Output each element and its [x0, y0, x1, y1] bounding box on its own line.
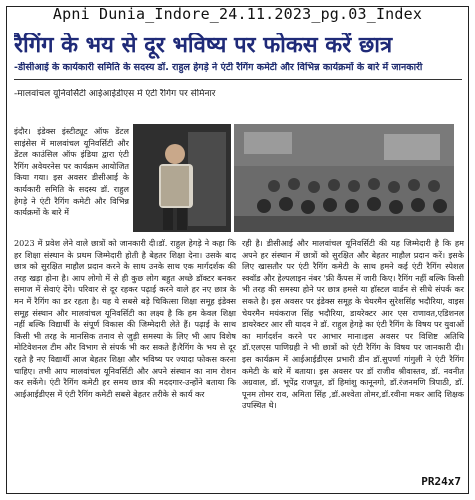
footer-tag: PR24x7: [421, 475, 461, 488]
article-col-3: रही है। डीसीआई और मालवांचल यूनिवर्सिटी की यह जिम्मेदारी है कि हम अपने हर संस्थान में छात्रों को सुरक्षित और बेहतर माहौल प्रदान करें। इसके लिए खासतौर पर एंटी रैगिंग कमेटी के साथ हमने कई एंटी रैगिंग स्पेशल स्क्वॉड और हेल्पलाइन नंबर 'फ्री कैंपस में जारी किए। रैगिंग नहीं बल्कि किसी भी तरह की समस्या होने पर छात्र हमसे या हॉस्टल वार्डन से सीधे संपर्क कर सकते है। इस अवसर पर इंडेक्स समूह के चेयरमैन सुरेशसिंह भदौरिया, वाइस चेयरमैन मयंकराज सिंह भदौरिया, डायरेक्टर आर एस राणावत,एडिशनल डायरेक्टर आर सी यादव ने डॉ. राहुल हेगड़े का एंटी रैगिंग के विषय पर युवाओं का मार्गदर्शन करने पर आभार माना।इस अवसर पर विशिष्ट अतिथि डॉ.एलएस पाणिग्रही ने भी छात्रों को एंटी रैगिंग के विषय पर जानकारी दी। इस कार्यक्रम में आईआईडीएस प्रभारी डीन डॉ.सुपर्णा गांगुली ने एंटी रैगिंग कमेटी के बारे में बताया। इस अवसर पर डॉ राजीव श्रीवास्तव, डॉ. नवनीत अग्रवाल, डॉ. भूपेंद्र राजपूत, डॉ हिमांशु कानूनगो, डॉ.रंजनमणि त्रिपाठी, डॉ. पूनम तोमर राव, अमिता सिंह ,डॉ.अश्वेता तोमर,डॉ.रवीना मकर आदि शिक्षक उपस्थित थे।: [242, 238, 464, 411]
audience-photo: [234, 124, 454, 232]
article-headline: रैगिंग के भय से दूर भविष्य पर फोकस करें छात्र: [14, 33, 393, 58]
article-col-2: 2023 में प्रवेश लेने वाले छात्रों को जानकारी दी।डॉ. राहुल हेगड़े ने कहा कि हर शिक्षा संस्थान के प्रथम जिम्मेदारी होती है बेहतर शिक्षा देना। उसके बाद छात्र को सुरक्षित माहौल प्रदान करने के साथ उनके साथ एक मार्गदर्शक की तरह खड़ा होना है। आप लोगो में से ही कुछ लोग बहुत अच्छे डॉक्टर बनकर समाज में सेवाएं देंगे। परिवार से दूर रहकर पढ़ाई करने वाले हर नए छात्र के मन में रैगिंग का डर रहता है। यह ये सबसे बड़े चिकित्सा शिक्षा समूह इंडेक्स समूह संस्थान और मालवांचल यूनिवर्सिटी का लक्ष्य है कि हम केवल शिक्षा नहीं बल्कि विद्यार्थी के संपूर्ण विकास की जिम्मेदारी लेते हैं। पढ़ाई के साथ किसी भी तरह के मानसिक तनाव से जुड़ी समस्या के लिए भी आप विशेष मोटिवेशनल टीम और विभाग से संपर्क भी कर सकते हैं।रैगिंग के भय से दूर रहते है नए विद्यार्थी आज बेहतर शिक्षा और भविष्य पर ज्यादा फोकस करना चाहिए। तभी आप मालवांचल यूनिवर्सिटी और अपने संस्थान का नाम रोशन कर सकेंगे। एंटी रैगिंग कमेटी हर समय छात्र की मददगार-उन्होंने बताया कि आईआईडीएस में एंटी रैगिंग कमेटी सबसे बेहतर तरीके से कार्य कर: [14, 238, 236, 399]
article-kicker: -मालवांचल यूनिवर्सिटी आईआईडीएस में एंटी रैगिंग पर सेमिनार: [14, 89, 216, 99]
source-title: Apni Dunia_Indore_24.11.2023_pg.03_Index: [52, 5, 423, 23]
headline-divider: [14, 79, 462, 80]
speaker-photo: [133, 124, 231, 232]
article-col-1: इंदौर। इंडेक्स इंस्टीट्यूट ऑफ डेंटल साइंसेस में मालवांचल यूनिवर्सिटी और डेंटल काउंसिल ऑफ इंडिया द्वारा एंटी रैगिंग अवेयरनेस पर कार्यक्रम आयोजित किया गया। इस अवसर डीसीआई के कार्यकारी समिति के सदस्य डॉ. राहुल हेगड़े ने एंटी रैगिंग कमेटी और विभिन्न कार्यक्रमों के बारे में: [14, 126, 129, 218]
article-subheadline: -डीसीआई के कार्यकारी समिति के सदस्य डॉ. राहुल हेगड़े ने एंटी रैगिंग कमेटी और विभिन्न कार्यक्रमों के बारे में जानकारी: [14, 62, 423, 73]
